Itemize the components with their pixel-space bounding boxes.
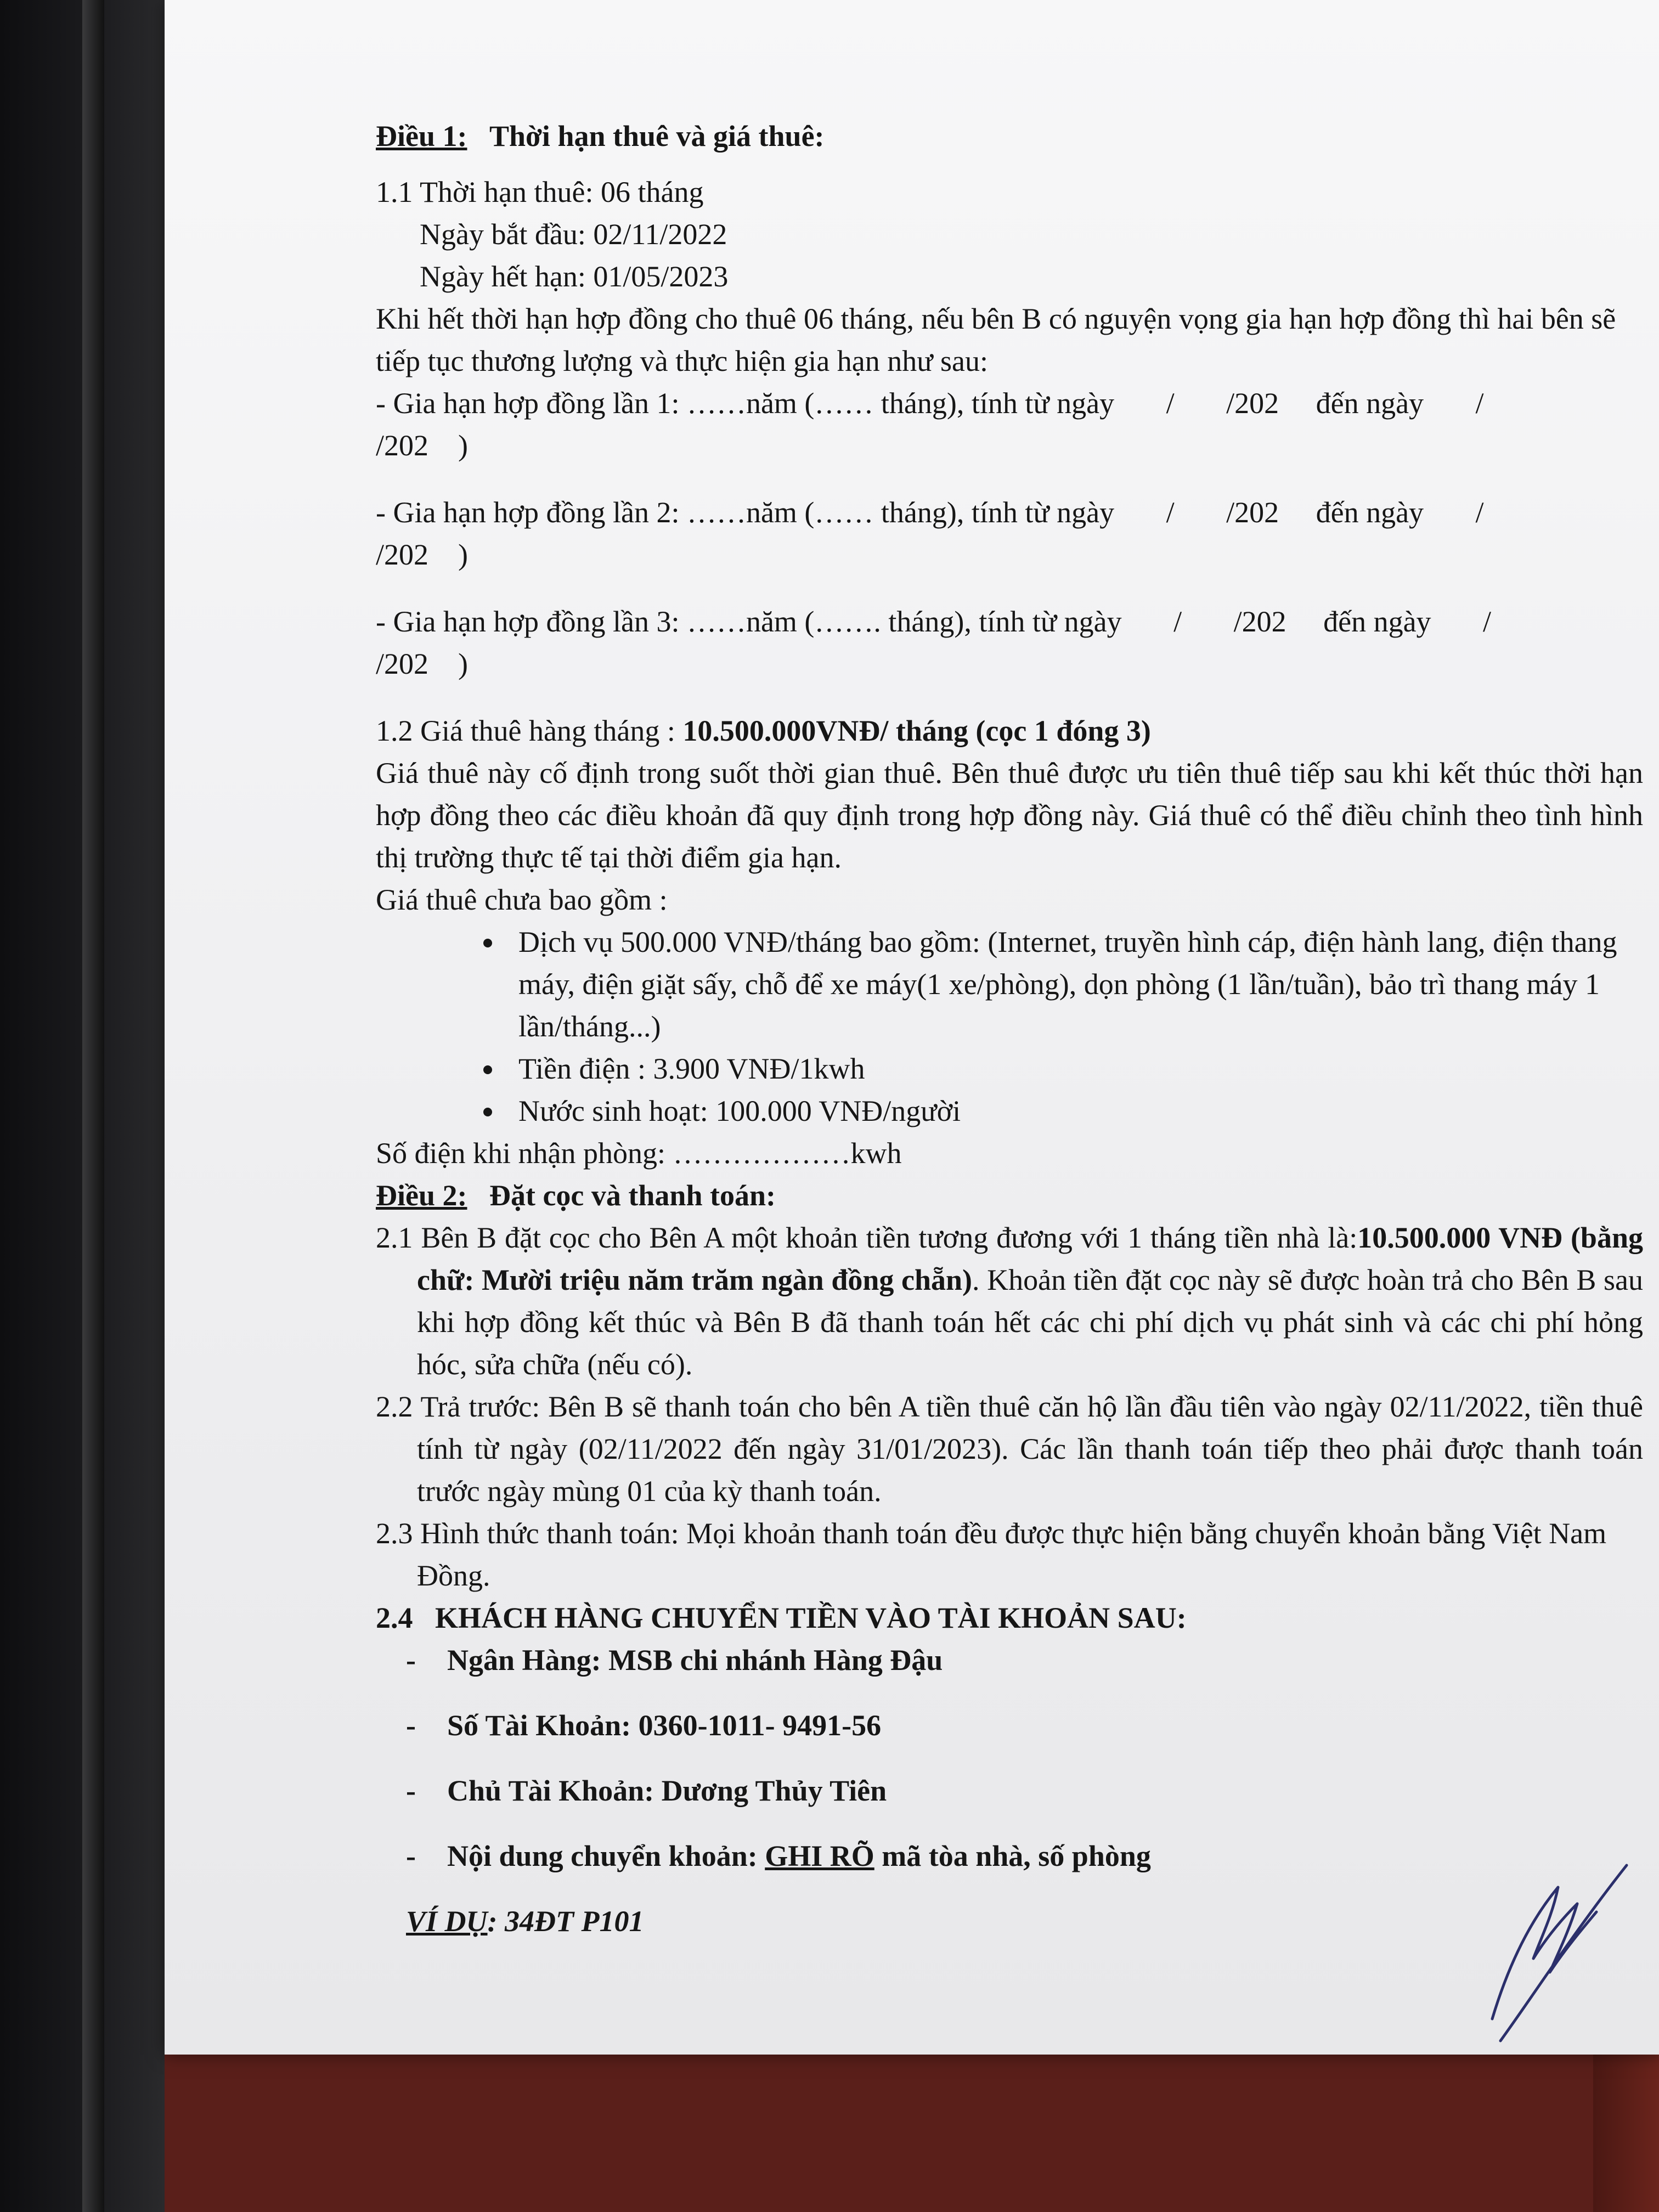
dash-marker: - [406, 1839, 416, 1872]
folder-edge [82, 0, 104, 2212]
deposit-amount: 10.500.000 VNĐ (bằng chữ: Mười triệu năm trăm ngàn đồng chẵn) [417, 1221, 1643, 1296]
account-holder-line [376, 1770, 1643, 1812]
dash-marker: - [406, 1644, 416, 1677]
transfer-content-emphasis: GHI RÕ [765, 1839, 874, 1872]
renewal-line-2-tail: /202 ) [376, 538, 468, 571]
renewal-line-1-tail: /202 ) [376, 429, 468, 462]
not-included-label: Giá thuê chưa bao gồm : [376, 883, 668, 916]
fee-item-water: • Nước sinh hoạt: 100.000 VNĐ/người [505, 1090, 1643, 1132]
bank-transfer-number: 2.4 [376, 1601, 413, 1634]
example-value: : 34ĐT P101 [487, 1905, 644, 1938]
article2-heading [376, 1175, 1643, 1217]
deposit-clause-start: 2.1 Bên B đặt cọc cho Bên A một khoản tiền tương đương với 1 tháng tiền nhà là: [376, 1221, 1358, 1254]
deposit-clause [376, 1217, 1643, 1386]
contract-page [165, 0, 1659, 2055]
transfer-content-label: Nội dung chuyển khoản: [447, 1839, 765, 1872]
transfer-content-suffix: mã tòa nhà, số phòng [874, 1839, 1151, 1872]
account-number: Số Tài Khoản: 0360-1011- 9491-56 [447, 1709, 882, 1742]
start-date: Ngày bắt đầu: 02/11/2022 [420, 218, 727, 251]
account-holder: Chủ Tài Khoản: Dương Thủy Tiên [447, 1774, 887, 1807]
bank-name: Ngân Hàng: MSB chi nhánh Hàng Đậu [447, 1644, 943, 1677]
example-label: VÍ DỤ [406, 1905, 488, 1938]
renewal-line-3-tail: /202 ) [376, 647, 468, 680]
article1-label: Điều 1: [376, 120, 467, 153]
monthly-rent [376, 710, 1643, 752]
monthly-rent-value: 10.500.000VNĐ/ tháng (cọc 1 đóng 3) [682, 714, 1151, 747]
signature-mark [1470, 1854, 1635, 2052]
fee-item-electricity: • Tiền điện : 3.900 VNĐ/1kwh [505, 1048, 1643, 1090]
transfer-content-line [376, 1835, 1643, 1877]
dash-marker: - [406, 1709, 416, 1742]
price-note: Giá thuê này cố định trong suốt thời gian thuê. Bên thuê được ưu tiên thuê tiếp sau khi kết thúc thời hạn hợp đồng theo các điều khoản đã quy định trong hợp đồng này. Giá thuê có thể điều chỉnh theo tình hình thị trường thực tế tại thời điểm gia hạn. [376, 757, 1643, 874]
dark-folder-background [0, 0, 165, 2212]
term-duration: 1.1 Thời hạn thuê: 06 tháng [376, 176, 704, 208]
article2-title: Đặt cọc và thanh toán: [489, 1179, 776, 1212]
end-date: Ngày hết hạn: 01/05/2023 [420, 260, 729, 293]
bank-transfer-heading [376, 1597, 1643, 1639]
article2-label: Điều 2: [376, 1179, 467, 1212]
payment-method-clause: 2.3 Hình thức thanh toán: Mọi khoản thanh toán đều được thực hiện bằng chuyển khoản bằng Việt Nam Đồng. [376, 1517, 1607, 1592]
renewal-line-2: - Gia hạn hợp đồng lần 2: ……năm (…… tháng), tính từ ngày / /202 đến ngày / [376, 496, 1484, 529]
renewal-line-3: - Gia hạn hợp đồng lần 3: ……năm (……. tháng), tính từ ngày / /202 đến ngày / [376, 605, 1492, 638]
monthly-rent-label: 1.2 Giá thuê hàng tháng : [376, 714, 683, 747]
account-number-line [376, 1705, 1643, 1747]
bank-name-line [376, 1639, 1643, 1681]
fee-list [376, 921, 1643, 1132]
bank-transfer-title: KHÁCH HÀNG CHUYỂN TIỀN VÀO TÀI KHOẢN SAU: [435, 1601, 1187, 1634]
meter-reading: Số điện khi nhận phòng: ………………kwh [376, 1137, 902, 1170]
dash-marker: - [406, 1774, 416, 1807]
renewal-line-1: - Gia hạn hợp đồng lần 1: ……năm (…… tháng), tính từ ngày / /202 đến ngày / [376, 387, 1484, 420]
article1-heading [376, 115, 1643, 157]
prepayment-clause: 2.2 Trả trước: Bên B sẽ thanh toán cho bên A tiền thuê căn hộ lần đầu tiên vào ngày 02/11/2022, tiền thuê tính từ ngày (02/11/2022 đến ngày 31/01/2023). Các lần thanh toán tiếp theo phải được thanh toán trước ngày mùng 01 của kỳ thanh toán. [376, 1390, 1643, 1508]
contract-content [376, 115, 1643, 1943]
deposit-clause-end: . Khoản tiền đặt cọc này sẽ được hoàn trả cho Bên B sau khi hợp đồng kết thúc và Bên B đã thanh toán hết các chi phí dịch vụ phát sinh và các chi phí hỏng hóc, sửa chữa (nếu có). [417, 1263, 1643, 1381]
article1-title: Thời hạn thuê và giá thuê: [489, 120, 825, 153]
fee-item-service: • Dịch vụ 500.000 VNĐ/tháng bao gồm: (Internet, truyền hình cáp, điện hành lang, điện thang máy, điện giặt sấy, chỗ để xe máy(1 xe/phòng), dọn phòng (1 lần/tuần), bảo trì thang máy 1 lần/tháng...) [505, 921, 1643, 1048]
renewal-intro: Khi hết thời hạn hợp đồng cho thuê 06 tháng, nếu bên B có nguyện vọng gia hạn hợp đồng thì hai bên sẽ tiếp tục thương lượng và thực hiện gia hạn như sau: [376, 302, 1616, 377]
example-line [376, 1900, 1643, 1943]
